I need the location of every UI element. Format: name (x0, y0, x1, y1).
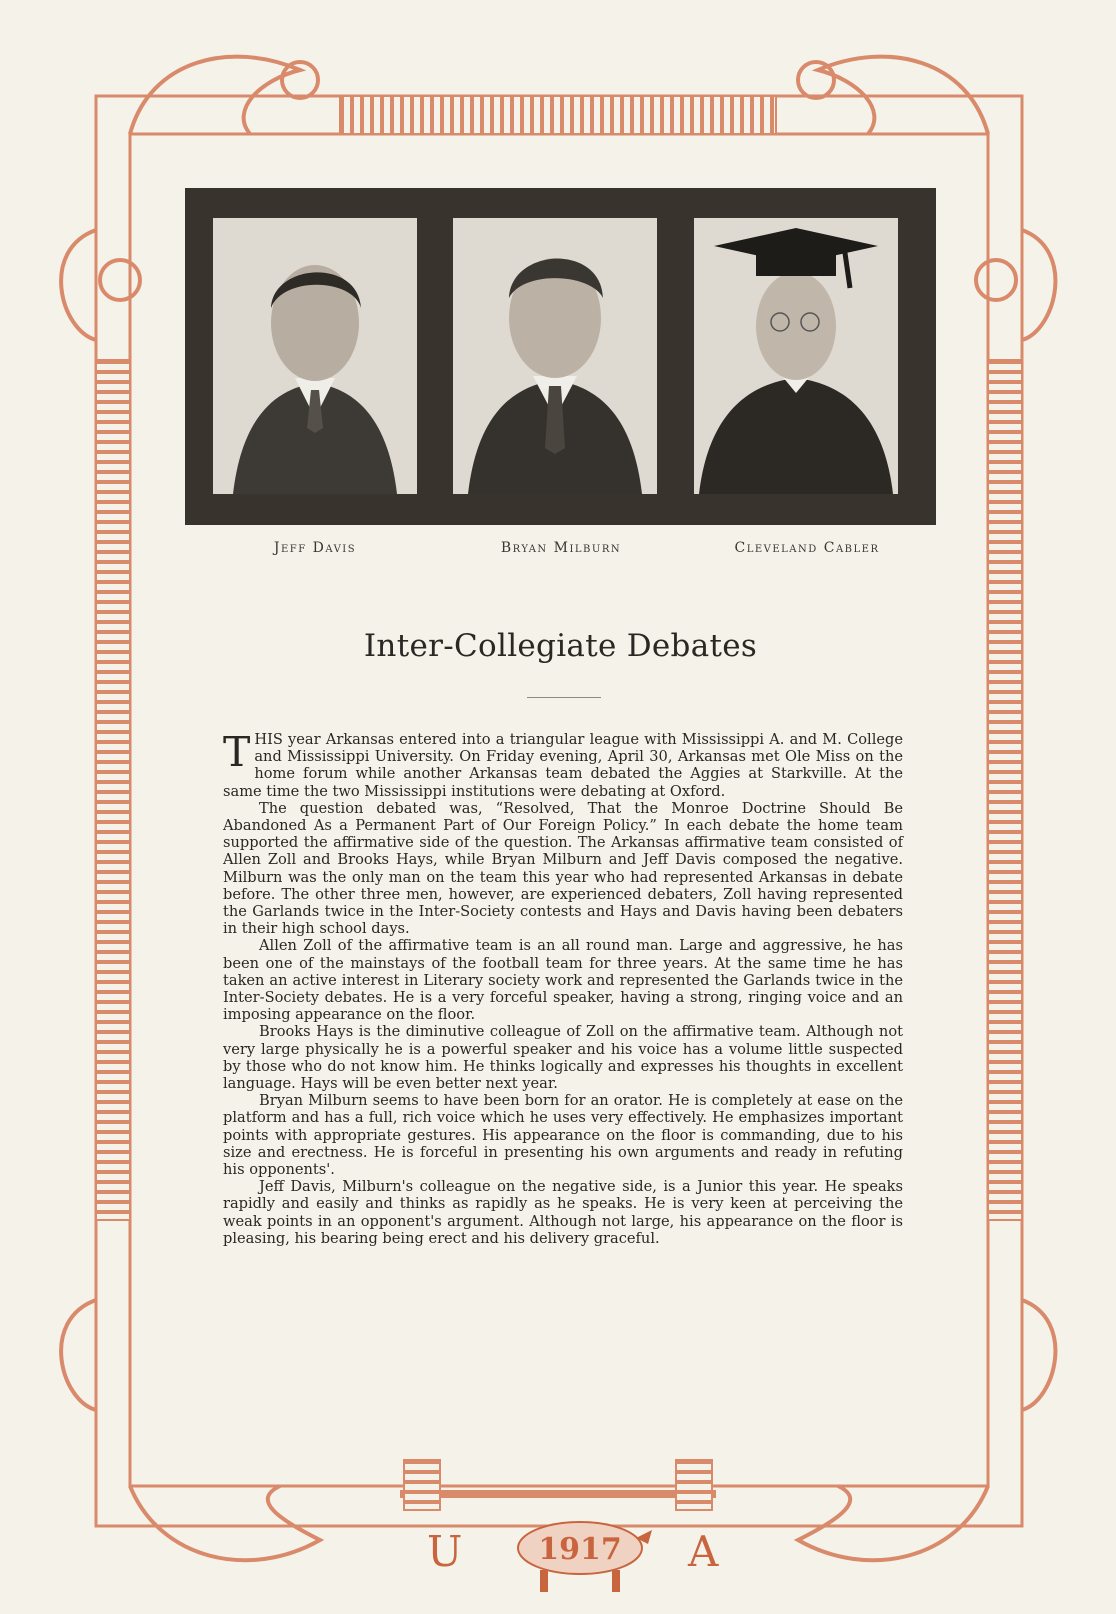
person-photo-icon (694, 218, 898, 494)
paragraph-3: Allen Zoll of the affirmative team is an all round man. Large and aggressive, he has been one of the mainstays of the football team for three years. At the same time he has taken an active interest in Literary society work and represented the Garlands twice in the Inter-Society debates. He is a very forceful speaker, having a strong, ringing voice and an imposing appearance on the floor. (223, 937, 903, 1024)
article-body (223, 728, 903, 1247)
portrait-jeff-davis (213, 218, 417, 494)
paragraph-1 (223, 728, 903, 800)
portrait-captions (185, 540, 936, 560)
portrait-panel (185, 188, 936, 525)
caption-jeff-davis: Jeff Davis (273, 540, 357, 556)
page-title: Inter-Collegiate Debates (363, 628, 758, 664)
footer-letter-a: A (688, 1527, 719, 1576)
footer-year: 1917 (538, 1532, 622, 1567)
person-photo-icon (453, 218, 657, 494)
title-divider (527, 697, 601, 698)
portrait-cleveland-cabler (694, 218, 898, 494)
footer-letter-u: U (427, 1527, 463, 1576)
caption-cleveland-cabler: Cleveland Cabler (734, 540, 880, 556)
portrait-bryan-milburn (453, 218, 657, 494)
paragraph-5: Bryan Milburn seems to have been born for an orator. He is completely at ease on the platform and has a full, rich voice which he uses very effectively. He emphasizes important points with appropriate gestures. His appearance on the floor is commanding, due to his size and erectness. He is forceful in presenting his own arguments and ready in refuting his opponents'. (223, 1092, 903, 1179)
paragraph-6: Jeff Davis, Milburn's colleague on the negative side, is a Junior this year. He speaks rapidly and easily and thinks as rapidly as he speaks. He is very keen at perceiving the weak points in an opponent's argument. Although not large, his appearance on the floor is pleasing, his bearing being erect and his delivery graceful. (223, 1178, 903, 1247)
paragraph-1-text: HIS year Arkansas entered into a triangular league with Mississippi A. and M. College and Mississippi University. On Friday evening, April 30, Arkansas met Ole Miss on the home forum while another Arkansas team debated the Aggies at Starkville. At the same time the two Mississippi institutions were debating at Oxford. (223, 731, 903, 800)
caption-bryan-milburn: Bryan Milburn (500, 540, 622, 556)
paragraph-2: The question debated was, “Resolved, That the Monroe Doctrine Should Be Abandoned As a Permanent Part of Our Foreign Policy.” In each debate the home team supported the affirmative side of the question. The Arkansas affirmative team consisted of Allen Zoll and Brooks Hays, while Bryan Milburn and Jeff Davis composed the negative. Milburn was the only man on the team this year who had represented Arkansas in debate before. The other three men, however, are experienced debaters, Zoll having represented the Garlands twice in the Inter-Society contests and Hays and Davis having been debaters in their high school days. (223, 799, 903, 938)
person-photo-icon (213, 218, 417, 494)
paragraph-4: Brooks Hays is the diminutive colleague of Zoll on the affirmative team. Although not very large physically he is a powerful speaker and his voice has a volume little suspected by those who do not know him. He thinks logically and expresses his thoughts in excellent language. Hays will be even better next year. (223, 1023, 903, 1093)
drop-cap: T (223, 728, 251, 776)
